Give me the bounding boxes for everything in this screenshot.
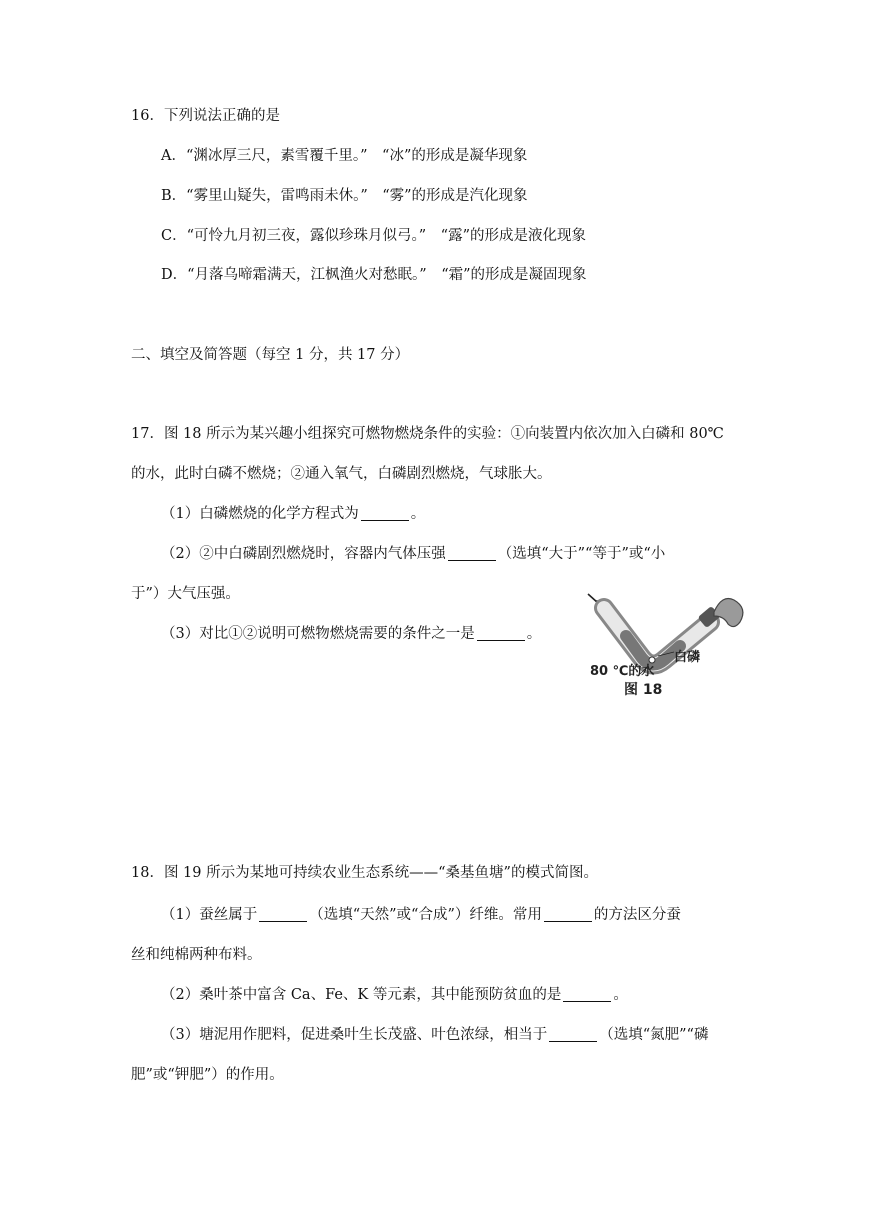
q18-part3-cont: 肥”或“钾肥”）的作用。 — [131, 1067, 284, 1083]
answer-blank[interactable] — [477, 625, 525, 641]
q16-stem: 16．下列说法正确的是 — [131, 108, 280, 124]
q17-part2-cont: 于”）大气压强。 — [131, 586, 240, 602]
q16-option-c: C．“可怜九月初三夜，露似珍珠月似弓。” “露”的形成是液化现象 — [161, 228, 586, 244]
answer-blank[interactable] — [549, 1026, 597, 1042]
answer-blank[interactable] — [448, 545, 496, 561]
q17-part3 — [161, 624, 541, 644]
q18-part2-text: （2）桑叶茶中富含 Ca、Fe、K 等元素，其中能预防贫血的是 — [161, 987, 562, 1003]
q17-stem-line1: 17．图 18 所示为某兴趣小组探究可燃物燃烧条件的实验：①向装置内依次加入白磷和 80℃ — [131, 426, 724, 442]
label-hot-water: 80 ℃的水 — [590, 664, 655, 679]
answer-blank[interactable] — [361, 505, 409, 521]
apparatus-drawing — [582, 586, 750, 698]
q18-part3 — [161, 1025, 708, 1045]
figure-18-caption: 图 18 — [624, 682, 663, 698]
q17-part2 — [161, 544, 665, 564]
q18-part1 — [161, 905, 681, 925]
q16-option-a: A．“渊冰厚三尺，素雪覆千里。” “冰”的形成是凝华现象 — [161, 148, 528, 164]
answer-blank[interactable] — [563, 986, 611, 1002]
q18-part3-text: （3）塘泥用作肥料，促进桑叶生长茂盛、叶色浓绿，相当于 — [161, 1027, 548, 1043]
q17-part1 — [161, 504, 425, 524]
label-white-phosphorus: 白磷 — [674, 650, 701, 665]
q17-part3-end: 。 — [526, 626, 542, 642]
q17-part1-text: （1）白磷燃烧的化学方程式为 — [161, 506, 359, 522]
q18-part2-end: 。 — [613, 987, 628, 1003]
answer-blank[interactable] — [259, 906, 307, 922]
q18-stem: 18．图 19 所示为某地可持续农业生态系统——“桑基鱼塘”的模式简图。 — [131, 865, 598, 881]
q18-part1-cont: 丝和纯棉两种布料。 — [131, 947, 262, 963]
q18-part1-choices: （选填“天然”或“合成”）纤维。常用 — [309, 907, 542, 923]
figure-18 — [582, 586, 750, 698]
q18-part2 — [161, 985, 628, 1005]
q17-part2-choices: （选填“大于”“等于”或“小 — [497, 546, 666, 562]
q18-part1-text: （1）蚕丝属于 — [161, 907, 258, 923]
q16-option-d: D．“月落乌啼霜满天，江枫渔火对愁眠。” “霜”的形成是凝固现象 — [161, 267, 587, 283]
q16-option-b: B．“雾里山疑失，雷鸣雨未休。” “雾”的形成是汽化现象 — [161, 188, 528, 204]
q17-part1-end: 。 — [410, 506, 426, 522]
q18-part1-tail: 的方法区分蚕 — [593, 907, 681, 923]
q17-stem-line2: 的水，此时白磷不燃烧；②通入氧气，白磷剧烈燃烧，气球胀大。 — [131, 466, 552, 482]
q18-part3-choices: （选填“氮肥”“磷 — [599, 1027, 709, 1043]
q17-part2-text: （2）②中白磷剧烈燃烧时，容器内气体压强 — [161, 546, 446, 562]
q17-part3-text: （3）对比①②说明可燃物燃烧需要的条件之一是 — [161, 626, 475, 642]
section-2-title: 二、填空及简答题（每空 1 分，共 17 分） — [131, 347, 410, 363]
answer-blank[interactable] — [544, 906, 592, 922]
